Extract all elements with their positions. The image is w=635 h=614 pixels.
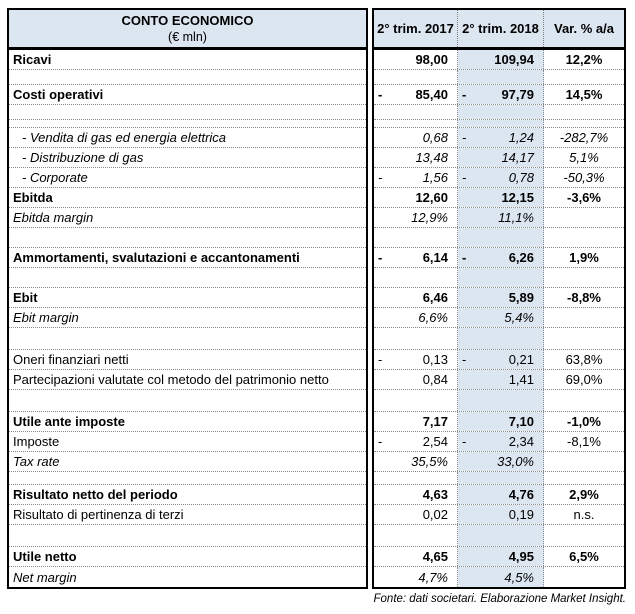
cell-2017 [374, 105, 458, 119]
row-label: Utile netto [13, 549, 77, 564]
labels-body [9, 50, 366, 587]
cell-2018 [458, 328, 544, 349]
cell-value: 33,0% [497, 454, 534, 469]
spacer-row [9, 268, 366, 288]
value-row [374, 505, 624, 525]
cell-value: 0,84 [422, 372, 448, 387]
cell-var: 1,9% [569, 250, 599, 265]
negative-sign: - [462, 87, 467, 102]
cell-value: 4,5% [504, 569, 534, 585]
label-row [9, 452, 366, 472]
label-row [9, 208, 366, 228]
label-row [9, 288, 366, 308]
income-statement-table [7, 8, 628, 589]
cell-2018 [458, 228, 544, 247]
label-row [9, 350, 366, 370]
spacer-row [374, 228, 624, 248]
cell-2017 [374, 70, 458, 84]
cell-value: 5,89 [508, 290, 534, 305]
cell-var [544, 120, 624, 127]
cell-2017 [374, 525, 458, 546]
value-row [374, 350, 624, 370]
cell-2018 [458, 370, 544, 389]
negative-sign: - [462, 250, 467, 265]
row-label: Risultato di pertinenza di terzi [13, 507, 184, 522]
cell-var [544, 567, 624, 587]
row-label: Utile ante imposte [13, 414, 125, 429]
cell-2018 [458, 128, 544, 147]
negative-sign: - [462, 434, 467, 449]
cell-value: 97,79 [501, 87, 534, 102]
label-row [9, 412, 366, 432]
label-row [9, 168, 366, 188]
cell-value: 1,41 [508, 372, 534, 387]
spacer-row [374, 525, 624, 547]
cell-2018 [458, 412, 544, 431]
negative-sign: - [378, 170, 383, 185]
cell-2017 [374, 472, 458, 484]
row-label: Ebitda margin [13, 210, 94, 225]
cell-value: 2,34 [508, 434, 534, 449]
cell-value: 4,95 [508, 549, 534, 564]
label-row [9, 505, 366, 525]
cell-value: 4,65 [422, 549, 448, 564]
cell-var [544, 472, 624, 484]
value-row [374, 308, 624, 328]
cell-2018 [458, 547, 544, 566]
cell-value: 6,26 [508, 250, 534, 265]
values-body [374, 50, 624, 587]
cell-value: 12,9% [411, 210, 448, 225]
cell-2017 [374, 370, 458, 389]
column-header-row [374, 10, 624, 50]
row-label: Partecipazioni valutate col metodo del patrimonio netto [13, 372, 329, 387]
cell-2018 [458, 452, 544, 471]
value-row [374, 567, 624, 587]
negative-sign: - [378, 250, 383, 265]
value-row [374, 452, 624, 472]
cell-value: 0,13 [422, 352, 448, 367]
cell-value: 1,56 [422, 170, 448, 185]
cell-2017 [374, 432, 458, 451]
label-row [9, 308, 366, 328]
cell-2017 [374, 228, 458, 247]
cell-2018 [458, 390, 544, 411]
cell-2018 [458, 208, 544, 227]
cell-var: -8,8% [567, 290, 601, 305]
cell-value: 0,02 [422, 507, 448, 522]
cell-2018 [458, 432, 544, 451]
cell-value: 12,15 [501, 190, 534, 205]
cell-value: 0,19 [508, 507, 534, 522]
cell-2018 [458, 350, 544, 369]
table-title-cell [9, 10, 366, 50]
cell-2017 [374, 50, 458, 69]
value-row [374, 432, 624, 452]
cell-2017 [374, 248, 458, 267]
value-row [374, 547, 624, 567]
cell-var [544, 105, 624, 119]
cell-value: 0,68 [422, 130, 448, 145]
label-row [9, 547, 366, 567]
cell-var: -3,6% [567, 190, 601, 205]
cell-2018 [458, 120, 544, 127]
cell-value: 6,46 [422, 290, 448, 305]
spacer-row [9, 105, 366, 120]
label-row [9, 485, 366, 505]
cell-var: -282,7% [559, 130, 609, 145]
cell-2017 [374, 120, 458, 127]
cell-var [544, 525, 624, 546]
cell-2017 [374, 390, 458, 411]
values-pane [372, 8, 626, 589]
cell-value: 14,17 [501, 150, 534, 165]
cell-2018 [458, 505, 544, 524]
cell-var: 5,1% [569, 150, 599, 165]
column-header-var: Var. % a/a [554, 21, 614, 36]
negative-sign: - [378, 87, 383, 102]
row-label: Costi operativi [13, 87, 104, 102]
value-row [374, 370, 624, 390]
row-label: Tax rate [13, 454, 60, 469]
label-row [9, 148, 366, 168]
cell-value: 2,54 [422, 434, 448, 449]
cell-value: 6,6% [418, 310, 448, 325]
cell-value: 4,7% [418, 569, 448, 585]
cell-2018 [458, 248, 544, 267]
row-label: Ebitda [13, 190, 53, 205]
row-label: Ebit [13, 290, 38, 305]
cell-var: -1,0% [567, 414, 601, 429]
value-row [374, 168, 624, 188]
label-row [9, 50, 366, 70]
value-row [374, 188, 624, 208]
cell-2017 [374, 567, 458, 587]
value-row [374, 288, 624, 308]
cell-2017 [374, 85, 458, 104]
row-label: Net margin [13, 569, 77, 585]
cell-value: 0,78 [508, 170, 534, 185]
cell-var [544, 70, 624, 84]
cell-value: 13,48 [415, 150, 448, 165]
cell-2017 [374, 288, 458, 307]
cell-value: 35,5% [411, 454, 448, 469]
spacer-row [374, 472, 624, 485]
row-label: Imposte [13, 434, 60, 449]
cell-2017 [374, 350, 458, 369]
cell-2017 [374, 128, 458, 147]
cell-value: 4,76 [508, 487, 534, 502]
cell-var: -50,3% [563, 170, 605, 185]
cell-2018 [458, 168, 544, 187]
row-label: - Distribuzione di gas [22, 150, 144, 165]
cell-var: -8,1% [567, 434, 601, 449]
cell-var: n.s. [573, 507, 595, 522]
column-header-2017: 2° trim. 2017 [374, 10, 458, 47]
label-row [9, 432, 366, 452]
cell-value: 12,60 [415, 190, 448, 205]
cell-value: 5,4% [504, 310, 534, 325]
cell-var: 63,8% [565, 352, 603, 367]
cell-2017 [374, 308, 458, 327]
value-row [374, 248, 624, 268]
row-label: Ammortamenti, svalutazioni e accantonamenti [13, 250, 300, 265]
spacer-row [374, 120, 624, 128]
row-label: Risultato netto del periodo [13, 487, 178, 502]
cell-value: 98,00 [415, 52, 448, 67]
cell-2018 [458, 288, 544, 307]
table-title: CONTO ECONOMICO [121, 13, 254, 28]
cell-2018 [458, 70, 544, 84]
spacer-row [9, 390, 366, 412]
cell-var [544, 452, 624, 471]
cell-2017 [374, 268, 458, 287]
spacer-row [9, 328, 366, 350]
cell-2018 [458, 485, 544, 504]
cell-2018 [458, 105, 544, 119]
cell-2018 [458, 188, 544, 207]
label-row [9, 188, 366, 208]
cell-2018 [458, 567, 544, 587]
cell-2017 [374, 208, 458, 227]
cell-var: 69,0% [565, 372, 603, 387]
label-row [9, 85, 366, 105]
cell-2017 [374, 505, 458, 524]
cell-value: 7,17 [422, 414, 448, 429]
label-row [9, 248, 366, 268]
labels-pane [7, 8, 368, 589]
cell-2018 [458, 50, 544, 69]
row-label: Ricavi [13, 52, 52, 67]
cell-2018 [458, 525, 544, 546]
cell-value: 11,1% [498, 210, 534, 225]
spacer-row [374, 268, 624, 288]
value-row [374, 412, 624, 432]
spacer-row [9, 120, 366, 128]
cell-2018 [458, 148, 544, 167]
cell-var [544, 228, 624, 247]
cell-2018 [458, 85, 544, 104]
row-label: - Corporate [22, 170, 88, 185]
negative-sign: - [378, 434, 383, 449]
spacer-row [374, 328, 624, 350]
column-header-2018: 2° trim. 2018 [458, 10, 544, 47]
cell-2017 [374, 412, 458, 431]
table-unit: (€ mln) [168, 30, 207, 44]
cell-value: 6,14 [422, 250, 448, 265]
spacer-row [374, 105, 624, 120]
spacer-row [9, 70, 366, 85]
row-label: Oneri finanziari netti [13, 352, 129, 367]
cell-2017 [374, 148, 458, 167]
cell-var: 2,9% [569, 487, 599, 502]
value-row [374, 485, 624, 505]
spacer-row [374, 70, 624, 85]
negative-sign: - [462, 130, 467, 145]
negative-sign: - [378, 352, 383, 367]
cell-2018 [458, 268, 544, 287]
cell-var: 14,5% [565, 87, 603, 102]
cell-value: 1,24 [508, 130, 534, 145]
negative-sign: - [462, 352, 467, 367]
value-row [374, 128, 624, 148]
cell-2017 [374, 188, 458, 207]
cell-value: 85,40 [415, 87, 448, 102]
value-row [374, 50, 624, 70]
cell-2017 [374, 485, 458, 504]
cell-2017 [374, 328, 458, 349]
cell-value: 4,63 [422, 487, 448, 502]
cell-var: 12,2% [565, 52, 603, 67]
row-label: - Vendita di gas ed energia elettrica [22, 130, 227, 145]
cell-value: 0,21 [508, 352, 534, 367]
row-label: Ebit margin [13, 310, 79, 325]
spacer-row [9, 228, 366, 248]
cell-2018 [458, 308, 544, 327]
value-row [374, 148, 624, 168]
cell-var [544, 308, 624, 327]
cell-2017 [374, 168, 458, 187]
cell-value: 109,94 [494, 52, 534, 67]
negative-sign: - [462, 170, 467, 185]
value-row [374, 85, 624, 105]
cell-var: 6,5% [569, 549, 599, 564]
cell-var [544, 208, 624, 227]
cell-2017 [374, 452, 458, 471]
cell-var [544, 268, 624, 287]
cell-var [544, 328, 624, 349]
spacer-row [9, 472, 366, 485]
label-row [9, 128, 366, 148]
spacer-row [9, 525, 366, 547]
value-row [374, 208, 624, 228]
source-note: Fonte: dati societari. Elaborazione Market Insight. [373, 593, 626, 605]
spacer-row [374, 390, 624, 412]
label-row [9, 370, 366, 390]
cell-2018 [458, 472, 544, 484]
cell-2017 [374, 547, 458, 566]
label-row [9, 567, 366, 587]
cell-var [544, 390, 624, 411]
cell-value: 7,10 [508, 414, 534, 429]
